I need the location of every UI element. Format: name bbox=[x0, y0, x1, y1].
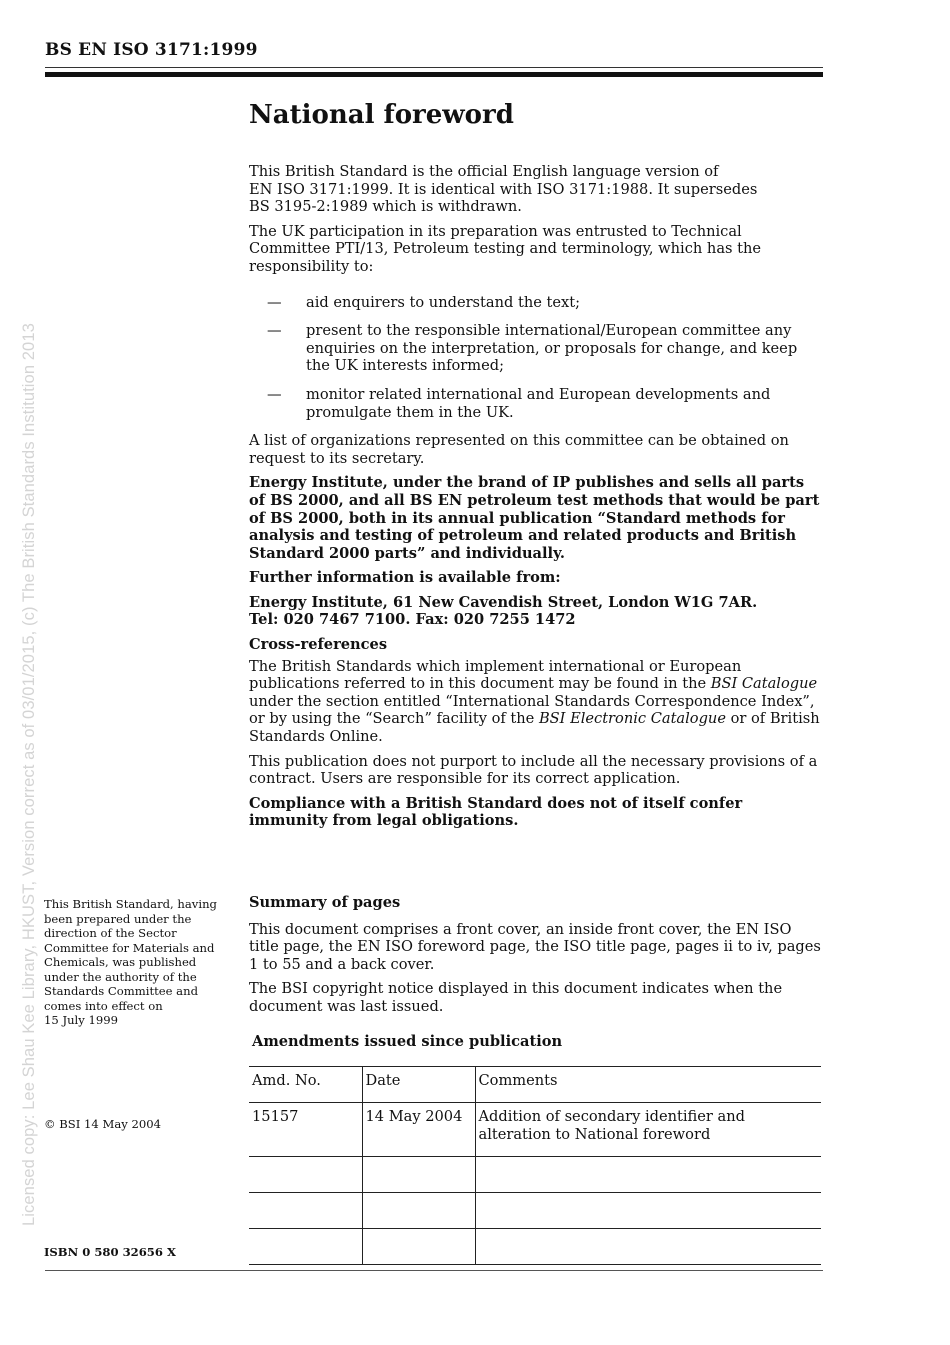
dash-bullet: — bbox=[267, 322, 282, 340]
contract-paragraph: This publication does not purport to include all the necessary provisions of a contract. Users are responsible for its correct application. bbox=[249, 752, 818, 788]
standard-identifier: BS EN ISO 3171:1999 bbox=[45, 40, 258, 60]
bsi-catalogue-title: BSI Catalogue bbox=[710, 675, 818, 693]
compliance-statement: Compliance with a British Standard does not of itself confer immunity from legal obligations. bbox=[249, 794, 743, 830]
summary-copyright-notice: The BSI copyright notice displayed in this document indicates when the document was last issued. bbox=[249, 980, 783, 1015]
crossref-heading: Cross-references bbox=[249, 636, 388, 654]
dash-bullet: — bbox=[267, 385, 282, 403]
table-cell: Addition of secondary identifier and alteration to National foreword bbox=[475, 1103, 821, 1157]
foreword-body bbox=[249, 163, 824, 837]
publication-note: This British Standard, having been prepared under the direction of the Sector Committee for Materials and Chemicals, was published under the authority of the Standards Committee and comes into effect on 15 July 1999 bbox=[44, 897, 217, 1027]
summary-pages: This document comprises a front cover, an inside front cover, the EN ISO title page, the EN ISO foreword page, the ISO title page, pages ii to iv, pages 1 to 55 and a back cover. bbox=[249, 920, 821, 973]
column-header: Date bbox=[362, 1067, 475, 1103]
amendments-table bbox=[249, 1066, 821, 1265]
bsi-electronic-catalogue-title: BSI Electronic Catalogue bbox=[538, 710, 726, 728]
responsibility-list bbox=[249, 294, 824, 422]
empty-table-row bbox=[249, 1157, 821, 1193]
license-watermark: Licensed copy: Lee Shau Kee Library, HKUST, Version correct as of 03/01/2015, (c) The British Standards Institution 2013 bbox=[20, 323, 38, 1226]
list-item: — present to the responsible international/European committee any enquiries on the interpretation, or proposals for change, and keep the UK interests informed; bbox=[267, 322, 798, 375]
footer-rule bbox=[45, 1270, 823, 1271]
empty-table-row bbox=[249, 1229, 821, 1265]
table-row bbox=[249, 1103, 821, 1157]
table-cell: 15157 bbox=[249, 1103, 362, 1157]
list-item: — aid enquirers to understand the text; bbox=[267, 293, 581, 311]
summary-section bbox=[249, 894, 824, 1023]
organizations-paragraph: A list of organizations represented on this committee can be obtained on request to its secretary. bbox=[249, 432, 789, 467]
header-rule-thin bbox=[45, 67, 823, 68]
empty-table-row bbox=[249, 1193, 821, 1229]
committee-paragraph: The UK participation in its preparation was entrusted to Technical Committee PTI/13, Petroleum testing and terminology, which has the responsibility to: bbox=[249, 222, 762, 275]
dash-bullet: — bbox=[267, 293, 282, 311]
copyright-notice: © BSI 14 May 2004 bbox=[44, 1117, 161, 1131]
table-cell: 14 May 2004 bbox=[362, 1103, 475, 1157]
header-rule-thick bbox=[45, 72, 823, 77]
column-header: Comments bbox=[475, 1067, 821, 1103]
amendments-heading: Amendments issued since publication bbox=[252, 1033, 563, 1050]
intro-paragraph: This British Standard is the official English language version of EN ISO 3171:1999. It is identical with ISO 3171:1988. It supersedes BS 3195-2:1989 which is withdrawn. bbox=[249, 163, 758, 216]
list-item: — monitor related international and European developments and promulgate them in the UK. bbox=[267, 385, 771, 421]
crossref-paragraph: The British Standards which implement international or European publications referred to in this document may be found in the BSI Catalogue under the section entitled “International Standards Correspondence Index”, or by using the “Search” facility of the BSI Electronic Catalogue or of British Standards Online. bbox=[249, 657, 820, 746]
energy-institute-paragraph: Energy Institute, under the brand of IP publishes and sells all parts of BS 2000, and all BS EN petroleum test methods that would be part of BS 2000, both in its annual publication “Standard methods for analysis and testing of petroleum and related products and British Standard 2000 parts” and individually. bbox=[249, 474, 820, 562]
page-title: National foreword bbox=[249, 100, 514, 130]
table-header-row bbox=[249, 1067, 821, 1103]
further-info-label: Further information is available from: bbox=[249, 569, 561, 587]
isbn: ISBN 0 580 32656 X bbox=[44, 1245, 176, 1259]
contact-address: Energy Institute, 61 New Cavendish Street, London W1G 7AR. Tel: 020 7467 7100. Fax: 020 7255 1472 bbox=[249, 593, 758, 629]
column-header: Amd. No. bbox=[249, 1067, 362, 1103]
summary-heading: Summary of pages bbox=[249, 894, 401, 911]
